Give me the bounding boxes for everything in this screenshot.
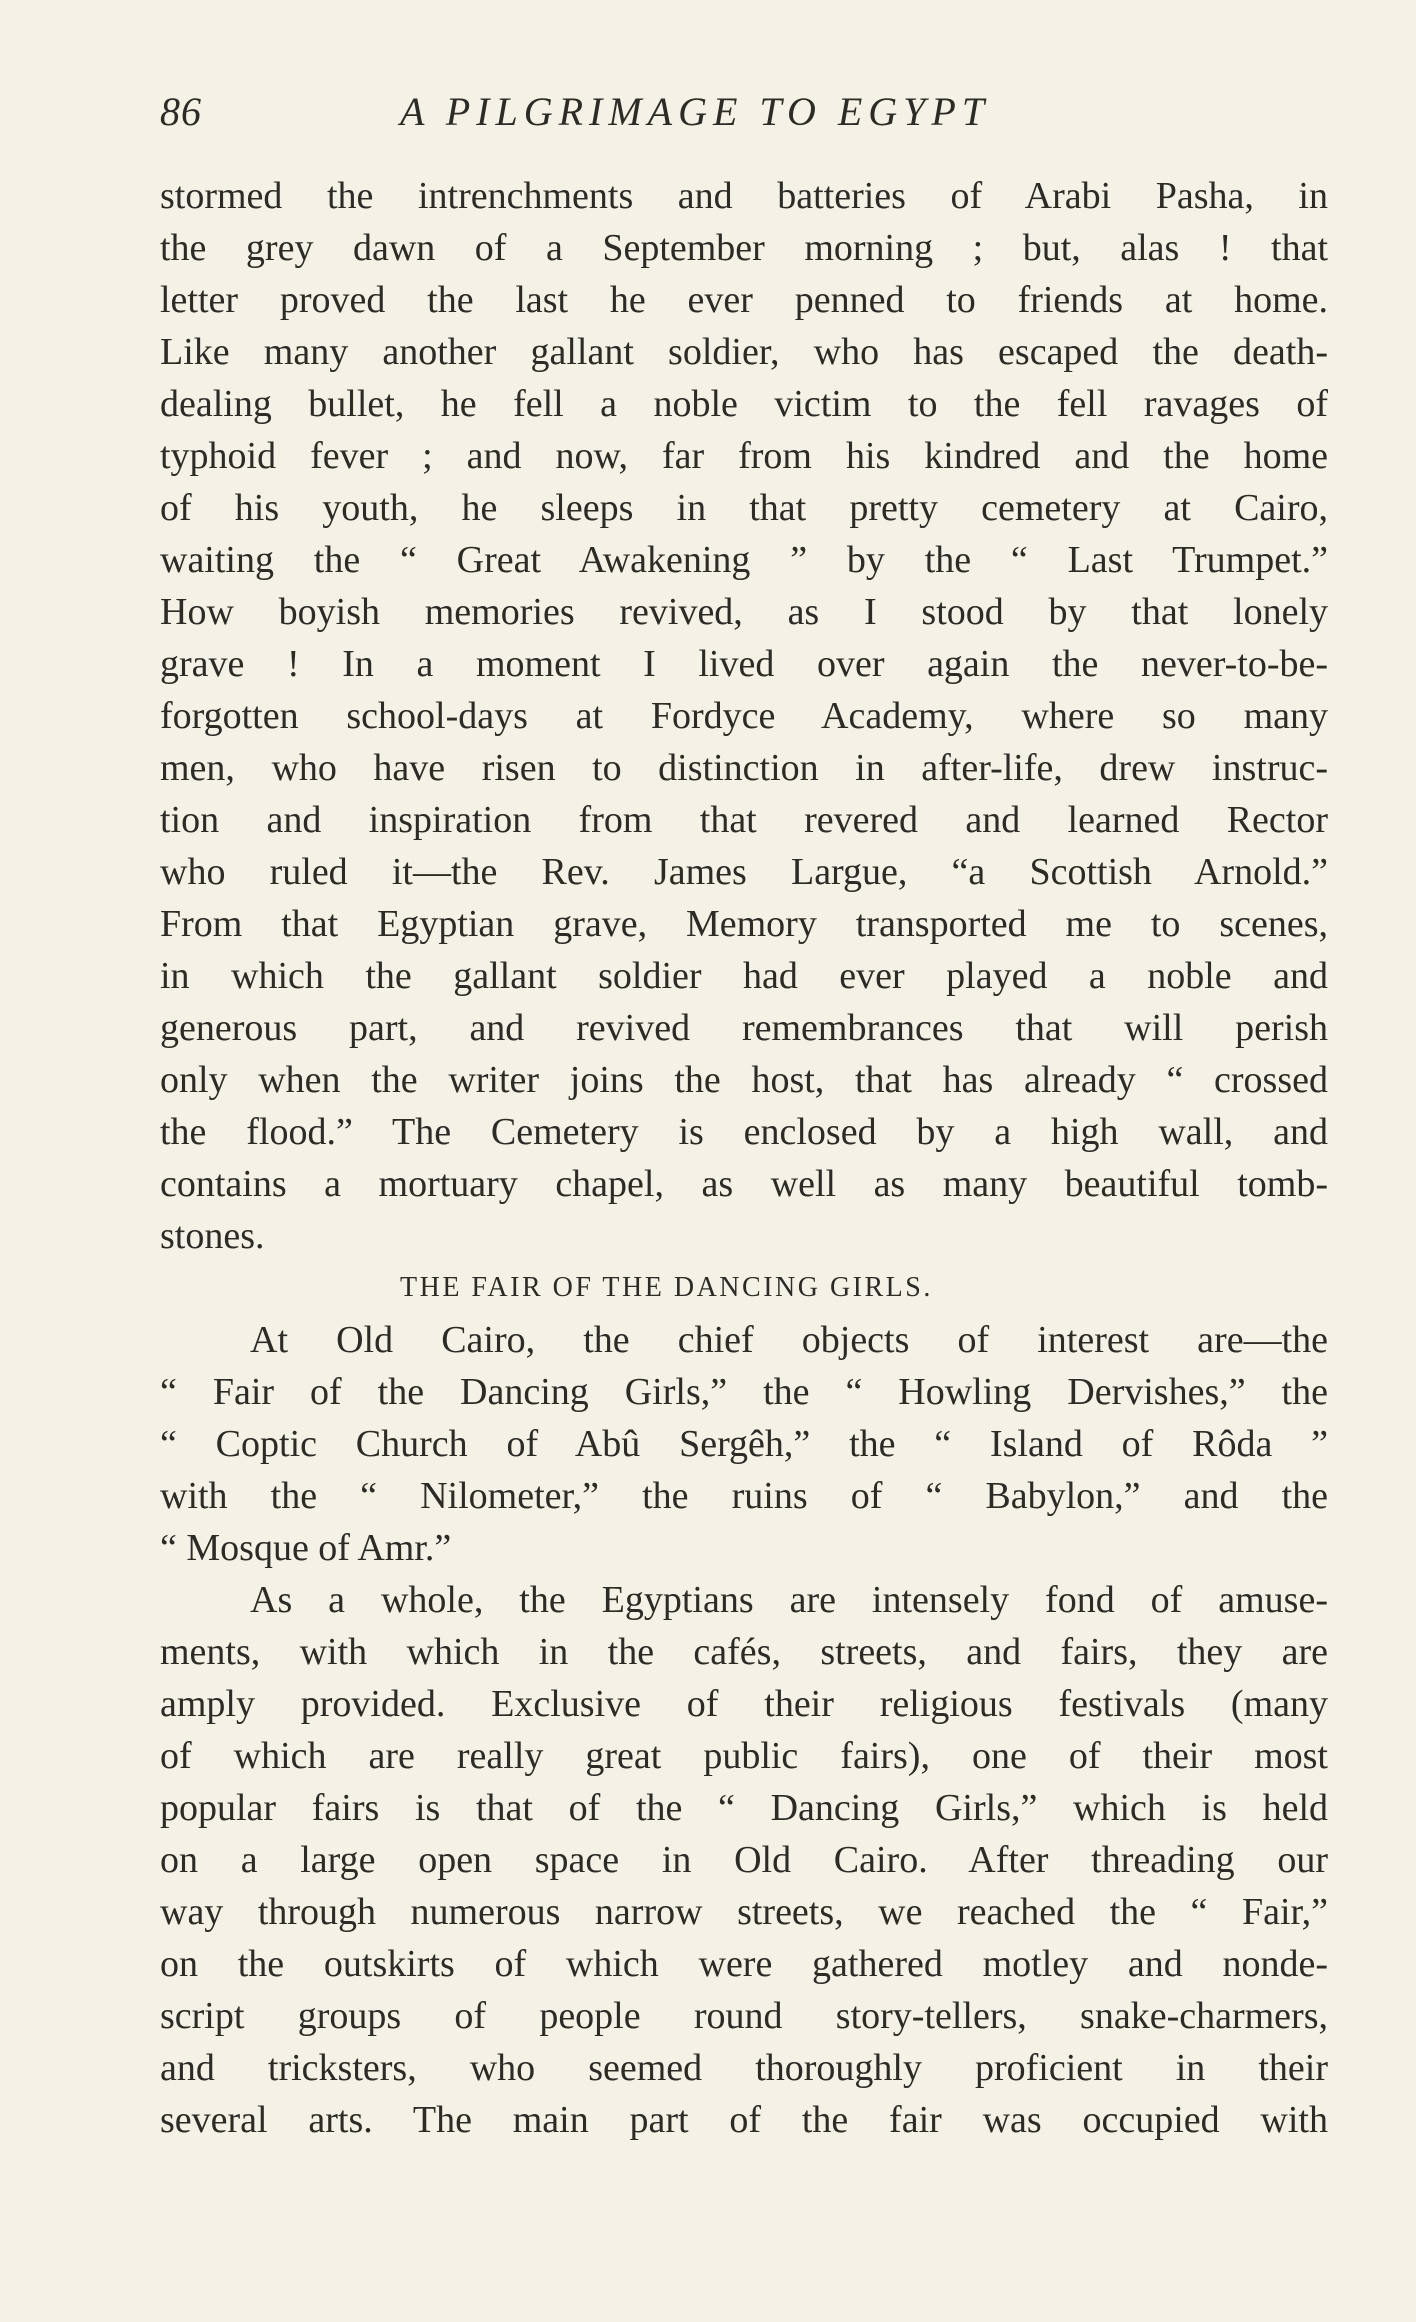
text-line: At Old Cairo, the chief objects of interest are—the (250, 1319, 1328, 1361)
text-line: men, who have risen to distinction in after-life, drew instruc- (160, 747, 1328, 789)
body-text (160, 170, 1328, 2146)
text-line: tion and inspiration from that revered and learned Rector (160, 799, 1328, 841)
text-line: From that Egyptian grave, Memory transported me to scenes, (160, 903, 1328, 945)
text-line: several arts. The main part of the fair was occupied with (160, 2099, 1328, 2141)
text-line: on the outskirts of which were gathered motley and nonde- (160, 1943, 1328, 1985)
text-line: typhoid fever ; and now, far from his kindred and the home (160, 435, 1328, 477)
running-title: A PILGRIMAGE TO EGYPT (400, 89, 991, 134)
text-line: on a large open space in Old Cairo. After threading our (160, 1839, 1328, 1881)
text-line: waiting the “ Great Awakening ” by the “ Last Trumpet.” (160, 539, 1328, 581)
text-line: ments, with which in the cafés, streets, and fairs, they are (160, 1631, 1328, 1673)
text-line: letter proved the last he ever penned to friends at home. (160, 279, 1328, 321)
text-line: Like many another gallant soldier, who has escaped the death- (160, 331, 1328, 373)
text-line: As a whole, the Egyptians are intensely fond of amuse- (250, 1579, 1328, 1621)
text-line: stormed the intrenchments and batteries of Arabi Pasha, in (160, 175, 1328, 217)
text-line: script groups of people round story-tellers, snake-charmers, (160, 1995, 1328, 2037)
text-line: the flood.” The Cemetery is enclosed by a high wall, and (160, 1111, 1328, 1153)
text-line: in which the gallant soldier had ever played a noble and (160, 955, 1328, 997)
text-line: “ Mosque of Amr.” (160, 1527, 452, 1569)
page-header (160, 88, 1340, 148)
text-line: only when the writer joins the host, that has already “ crossed (160, 1059, 1328, 1101)
text-line: grave ! In a moment I lived over again the never-to-be- (160, 643, 1328, 685)
text-line: who ruled it—the Rev. James Largue, “a Scottish Arnold.” (160, 851, 1328, 893)
text-line: the grey dawn of a September morning ; but, alas ! that (160, 227, 1328, 269)
text-line: of which are really great public fairs), one of their most (160, 1735, 1328, 1777)
text-line: and tricksters, who seemed thoroughly proficient in their (160, 2047, 1328, 2089)
text-line: contains a mortuary chapel, as well as many beautiful tomb- (160, 1163, 1328, 1205)
text-line: How boyish memories revived, as I stood by that lonely (160, 591, 1328, 633)
text-line: forgotten school-days at Fordyce Academy, where so many (160, 695, 1328, 737)
text-line: with the “ Nilometer,” the ruins of “ Babylon,” and the (160, 1475, 1328, 1517)
text-line: generous part, and revived remembrances that will perish (160, 1007, 1328, 1049)
text-line: “ Fair of the Dancing Girls,” the “ Howling Dervishes,” the (160, 1371, 1328, 1413)
text-line: dealing bullet, he fell a noble victim to the fell ravages of (160, 383, 1328, 425)
text-line: stones. (160, 1215, 265, 1257)
text-line: of his youth, he sleeps in that pretty cemetery at Cairo, (160, 487, 1328, 529)
page-number: 86 (160, 89, 202, 134)
text-line: popular fairs is that of the “ Dancing Girls,” which is held (160, 1787, 1328, 1829)
section-heading: THE FAIR OF THE DANCING GIRLS. (400, 1272, 933, 1303)
text-line: amply provided. Exclusive of their religious festivals (many (160, 1683, 1328, 1725)
text-line: “ Coptic Church of Abû Sergêh,” the “ Island of Rôda ” (160, 1423, 1328, 1465)
text-line: way through numerous narrow streets, we reached the “ Fair,” (160, 1891, 1328, 1933)
